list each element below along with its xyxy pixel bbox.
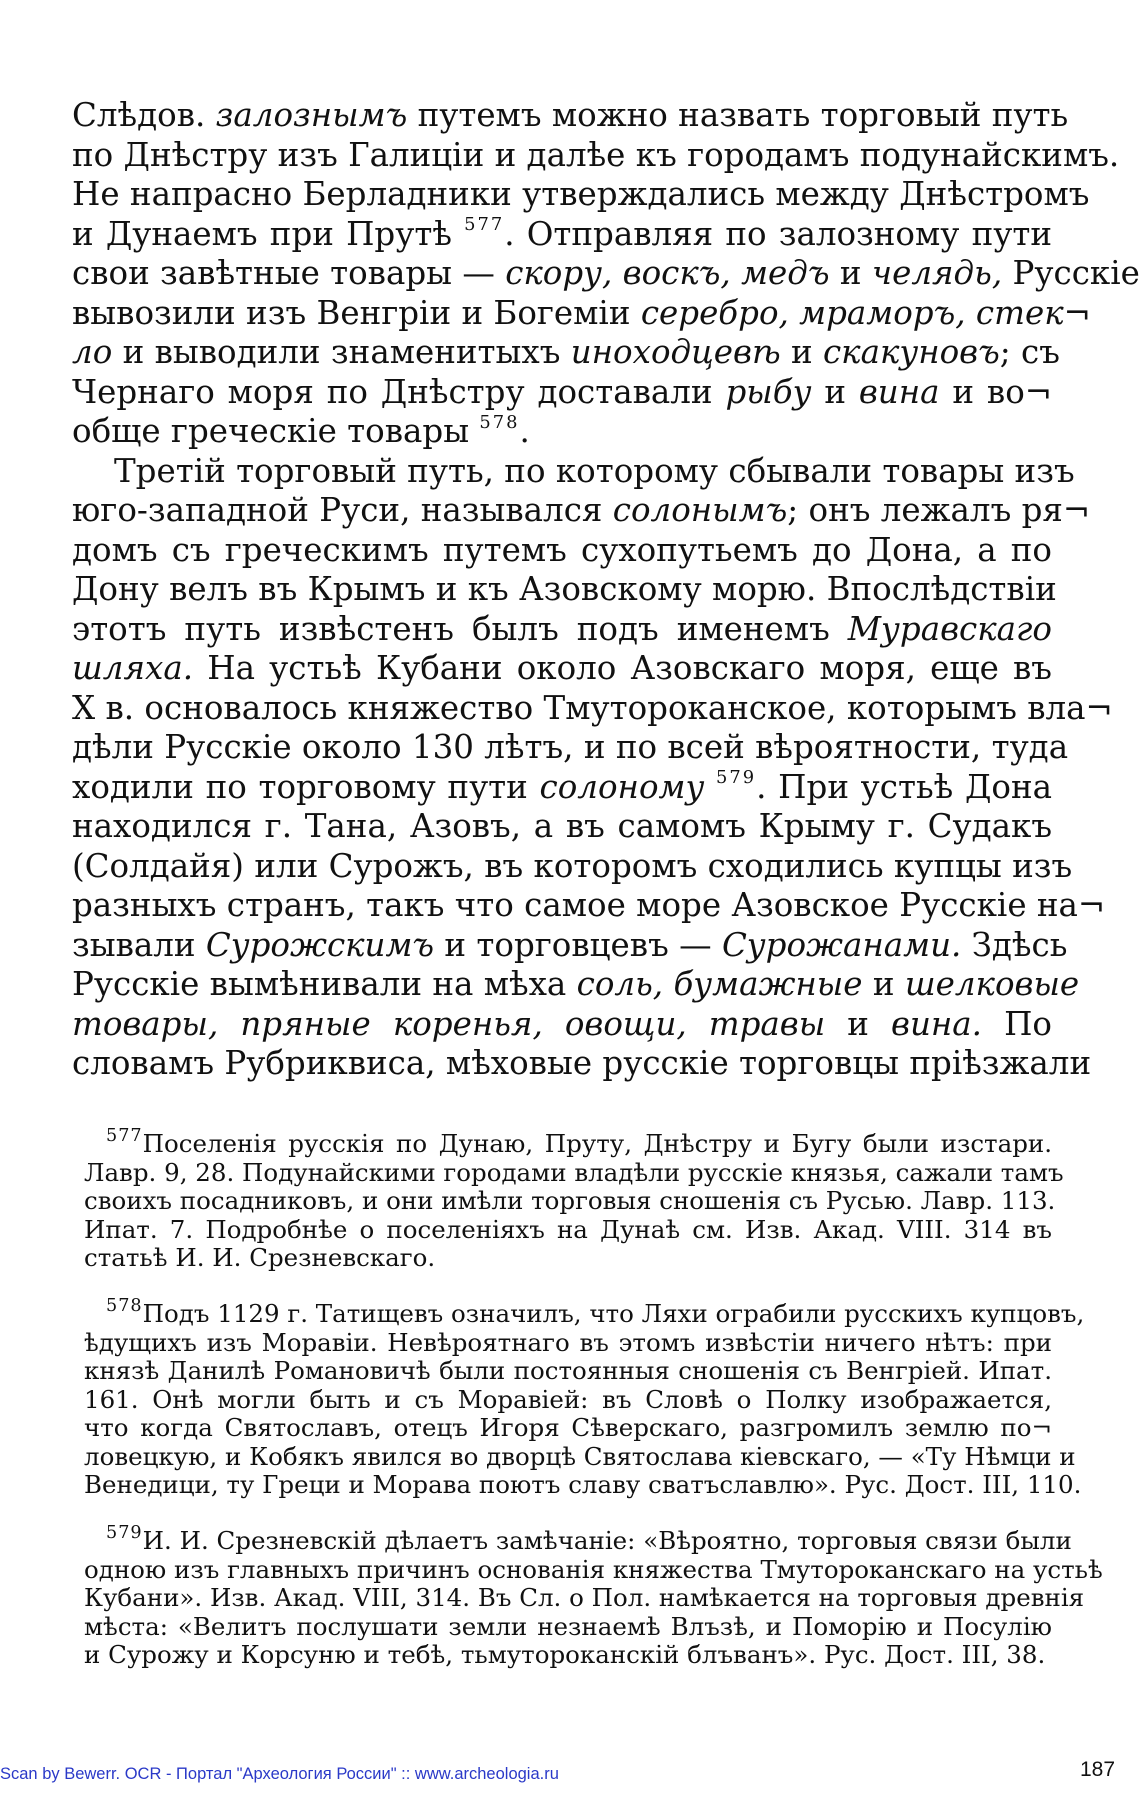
footnote-line: [84, 1157, 1064, 1188]
text-run: словамъ Рубриквиса, мѣховые русскіе торговцы пріѣзжали: [72, 1044, 1092, 1082]
text-run: Дону велъ въ Крымъ и къ Азовскому морю. Впослѣдствіи: [72, 570, 1057, 608]
footnote-line: [84, 1186, 1056, 1216]
italic-term: Сурожскимъ: [205, 925, 435, 964]
footnote-ref: 579: [716, 767, 757, 789]
text-run: и: [862, 965, 905, 1003]
text-run: вывозили изъ Венгріи и Богеміи: [72, 293, 641, 332]
footnote-text: И. И. Срезневскій дѣлаетъ замѣчаніе: «Вѣроятно, торговыя связи были: [142, 1526, 1072, 1555]
footnote-text: Поселенія русскія по Дунаю, Пруту, Днѣстру и Бугу были изстари.: [142, 1129, 1052, 1158]
text-run: Русскіе: [1002, 254, 1140, 292]
text-run: Третій торговый путь, по которому сбывали товары изъ: [114, 451, 1075, 490]
footnote-text: одною изъ главныхъ причинъ основанія княжества Тмутороканскаго на устьѣ: [84, 1554, 1103, 1584]
text-line: [72, 135, 1120, 176]
text-line: [72, 886, 1106, 926]
text-run: Не напрасно Берладники утверждались между Днѣстромъ: [72, 175, 1090, 213]
footnote-text: и Сурожу и Корсуню и тебѣ, тьмутороканскій блъванъ». Рус. Дост. III, 38.: [84, 1640, 1046, 1669]
footnote-text: Подъ 1129 г. Татищевъ означилъ, что Ляхи ограбили русскихъ купцовъ,: [142, 1299, 1085, 1328]
footnote-text: князѣ Данилѣ Романовичѣ были постоянныя сношенія съ Венгріей. Ипат.: [84, 1356, 1052, 1385]
text-run: находился г. Тана, Азовъ, а въ самомъ Крыму г. Судакъ: [72, 807, 1052, 845]
footnote-578: [84, 1296, 1085, 1500]
main-text: [72, 96, 1140, 1084]
text-line: [72, 1044, 1092, 1084]
text-run: ; онъ лежалъ ря¬: [787, 491, 1091, 529]
text-run: . Отправляя по залозному пути: [504, 214, 1052, 253]
text-run: этотъ путь извѣстенъ былъ подъ именемъ: [72, 609, 848, 648]
text-run: X в. основалось княжество Тмутороканское, которымъ вла¬: [72, 688, 1113, 727]
footnote-text: Лавр. 9, 28. Подунайскими городами владѣли русскіе князья, сажали тамъ: [84, 1157, 1064, 1187]
text-line: [72, 491, 1091, 531]
text-run: Здѣсь: [961, 925, 1068, 964]
text-run: ; съ: [999, 333, 1060, 371]
text-line: [72, 373, 1052, 413]
footnote-text: ѣдущихъ изъ Моравіи. Невѣроятнаго въ этомъ извѣстіи ничего нѣтъ: при: [84, 1327, 1052, 1357]
footnote-ref: 577: [464, 214, 505, 236]
footnote-line: [84, 1126, 1052, 1159]
footnote-text: ловецкую, и Кобякъ явился во дворцѣ Святослава кіевскаго, — «Ту Нѣмци и: [84, 1441, 1076, 1471]
text-line: [72, 807, 1052, 847]
text-run: По: [982, 1004, 1052, 1043]
footnote-line: [84, 1641, 1052, 1670]
text-line: [72, 293, 1091, 334]
text-run: и Дунаемъ при Прутѣ: [72, 214, 465, 253]
text-run: и: [829, 254, 872, 292]
text-line: [72, 965, 1080, 1005]
footnote-line: [84, 1296, 1085, 1329]
text-line: [72, 768, 1052, 808]
text-run: и: [811, 372, 859, 411]
text-run: и торговцевъ —: [434, 925, 722, 964]
text-run: [704, 768, 716, 806]
italic-term: товары, пряные коренья, овощи, травы: [72, 1004, 826, 1043]
text-run: Чернаго моря по Днѣстру доставали: [72, 372, 726, 411]
italic-term: челядь,: [871, 254, 1003, 292]
text-run: домъ съ греческимъ путемъ сухопутьемъ до Дона, а по: [72, 530, 1052, 569]
text-line: [72, 254, 1140, 294]
text-line: [72, 610, 1052, 650]
italic-term: серебро, мраморъ, стек¬: [640, 293, 1091, 332]
text-run: и: [780, 333, 823, 371]
text-run: свои завѣтные товары —: [72, 254, 506, 292]
text-line: [72, 649, 1052, 689]
footnote-number: 578: [106, 1296, 143, 1317]
italic-term: Муравскаго: [847, 609, 1052, 648]
italic-term: солонымъ: [612, 491, 788, 529]
footnote-text: мѣста: «Велитъ послушати земли незнаемѣ Влъзѣ, и Поморію и Посулію: [84, 1611, 1052, 1641]
text-run: .: [519, 412, 530, 450]
italic-term: ло: [72, 333, 113, 371]
footnote-text: что когда Святославъ, отецъ Игоря Сѣверскаго, разгромилъ землю по¬: [84, 1413, 1052, 1442]
italic-term: шелковые: [904, 965, 1080, 1003]
text-run: разныхъ странъ, такъ что самое море Азовское Русскіе на¬: [72, 886, 1106, 924]
footnote-line: [84, 1386, 1052, 1415]
text-run: зывали: [72, 925, 206, 964]
text-run: и: [825, 1004, 892, 1043]
text-run: по Днѣстру изъ Галиціи и далѣе къ городамъ подунайскимъ.: [72, 135, 1120, 174]
footnote-line: [84, 1441, 1076, 1472]
footnote-line: [84, 1329, 1052, 1358]
footnote-line: [84, 1357, 1052, 1386]
text-line: [72, 175, 1090, 215]
text-run: обще греческіе товары: [72, 412, 480, 450]
italic-term: скакуновъ: [822, 333, 1000, 371]
footnote-number: 579: [106, 1523, 143, 1544]
text-run: . При устьѣ Дона: [756, 767, 1052, 806]
text-run: Слѣдов.: [72, 96, 216, 134]
text-line: [72, 1005, 1052, 1045]
footnote-line: [84, 1583, 1085, 1613]
footnote-line: [84, 1523, 1072, 1556]
text-line: [72, 925, 1068, 966]
italic-term: залознымъ: [215, 96, 408, 134]
text-line: [72, 96, 1069, 136]
footnote-text: статьѣ И. И. Срезневскаго.: [84, 1243, 436, 1272]
footnote-text: Венедици, ту Греци и Морава поютъ славу сватъславлю». Рус. Дост. III, 110.: [84, 1470, 1082, 1499]
footnote-text: своихъ посадниковъ, и они имѣли торговыя сношенія съ Русью. Лавр. 113.: [84, 1186, 1056, 1215]
text-run: путемъ можно назвать торговый путь: [407, 96, 1069, 134]
page-number: 187: [1080, 1758, 1116, 1781]
footnote-line: [84, 1244, 1052, 1273]
text-line: [72, 412, 1052, 452]
footnote-577: [84, 1126, 1064, 1273]
text-run: (Солдайя) или Сурожъ, въ которомъ сходились купцы изъ: [72, 846, 1073, 885]
italic-term: скору, воскъ, медъ: [505, 254, 830, 292]
footnote-ref: 578: [479, 411, 520, 433]
text-line: [72, 688, 1113, 729]
text-run: На устьѣ Кубани около Азовскаго моря, еще въ: [193, 649, 1052, 687]
text-line: [72, 333, 1060, 373]
text-run: дѣли Русскіе около 130 лѣтъ, и по всей вѣроятности, туда: [72, 728, 1069, 766]
text-run: ходили по торговому пути: [72, 767, 540, 806]
text-run: и во¬: [939, 372, 1053, 411]
footnote-number: 577: [106, 1126, 143, 1147]
text-line: [72, 570, 1057, 610]
text-line: [72, 531, 1052, 571]
text-line: [72, 215, 1052, 255]
text-run: и выводили знаменитыхъ: [112, 333, 571, 371]
text-run: Русскіе вымѣнивали на мѣха: [72, 965, 577, 1003]
italic-term: вина.: [891, 1004, 982, 1043]
italic-term: шляха.: [72, 649, 194, 687]
italic-term: вина: [858, 372, 940, 411]
italic-term: соль, бумажные: [576, 965, 863, 1003]
footnote-text: 161. Онѣ могли быть и съ Моравіей: въ Словѣ о Полку изображается,: [84, 1384, 1052, 1414]
footnote-line: [84, 1414, 1052, 1443]
footnote-text: Кубани». Изв. Акад. VIII, 314. Въ Сл. о Пол. намѣкается на торговыя древнія: [84, 1583, 1085, 1612]
italic-term: иноходцевѣ: [570, 333, 781, 371]
text-line: [72, 451, 1075, 492]
text-line: [72, 728, 1069, 768]
scan-credit: Scan by Bewerr. OCR - Портал "Археология России" :: www.archeologia.ru: [0, 1765, 559, 1783]
footnote-line: [84, 1613, 1052, 1642]
footnote-text: Ипат. 7. Подробнѣе о поселеніяхъ на Дунаѣ см. Изв. Акад. VIII. 314 въ: [84, 1214, 1052, 1244]
italic-term: рыбу: [725, 372, 812, 411]
text-run: юго-западной Руси, назывался: [72, 491, 613, 529]
italic-term: Сурожанами.: [721, 925, 962, 964]
footnote-line: [84, 1554, 1103, 1585]
footnote-579: [84, 1523, 1103, 1670]
footnote-line: [84, 1470, 1082, 1500]
italic-term: солоному: [539, 767, 705, 806]
text-line: [72, 846, 1073, 887]
footnote-line: [84, 1216, 1052, 1245]
